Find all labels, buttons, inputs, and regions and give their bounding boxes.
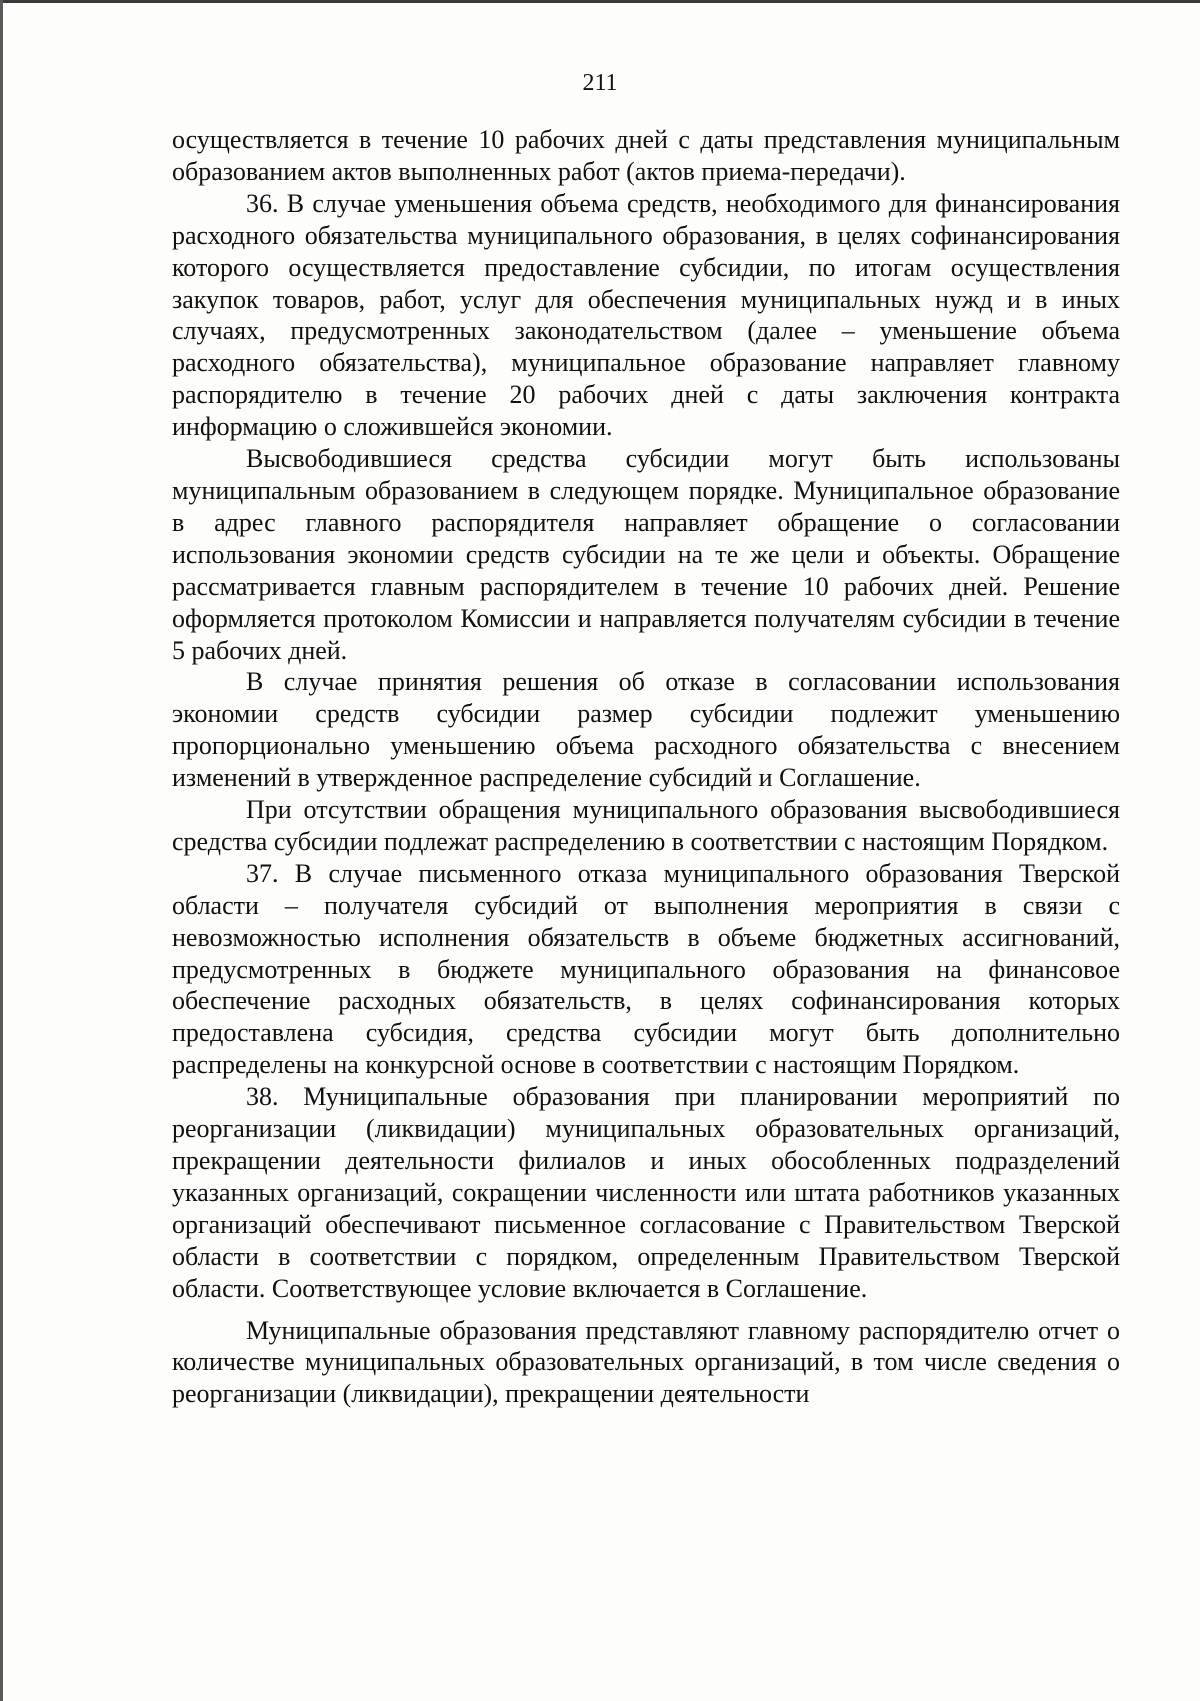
paragraph-continuation: осуществляется в течение 10 рабочих дней с даты представления муниципальным образованием актов выполненных работ (актов приема-передачи). (172, 125, 1120, 186)
paragraph-no-request: При отсутствии обращения муниципального образования высвободившиеся средства субсидии подлежат распределению в соответствии с настоящим Порядком. (172, 795, 1120, 856)
paragraph-released-funds: Высвободившиеся средства субсидии могут быть использованы муниципальным образованием в следующем порядке. Муниципальное образование в адрес главного распорядителя направляет обращение о согласовании использования экономии средств субсидии на те же цели и объекты. Обращение рассматривается главным распорядителем в течение 10 рабочих дней. Решение оформляется протоколом Комиссии и направляется получателям субсидии в течение 5 рабочих дней. (172, 444, 1120, 665)
paragraph-item-38: 38. Муниципальные образования при планировании мероприятий по реорганизации (ликвидации) муниципальных образовательных организаций, прекращении деятельности филиалов и иных обособленных подразделений указанных организаций, сокращении численности или штата работников указанных организаций обеспечивают письменное согласование с Правительством Тверской области в соответствии с порядком, определенным Правительством Тверской области. Соответствующее условие включается в Соглашение. (172, 1082, 1120, 1303)
page-number: 211 (582, 70, 618, 96)
scan-edge-top (0, 0, 1200, 3)
document-body (172, 124, 1120, 1410)
paragraph-item-37: 37. В случае письменного отказа муниципального образования Тверской области – получателя субсидий от выполнения мероприятия в связи с невозможностью исполнения обязательств в объеме бюджетных ассигнований, предусмотренных в бюджете муниципального образования на финансовое обеспечение расходных обязательств, в целях софинансирования которых предоставлена субсидия, средства субсидии могут быть дополнительно распределены на конкурсной основе в соответствии с настоящим Порядком. (172, 858, 1120, 1080)
paragraph-item-36: 36. В случае уменьшения объема средств, необходимого для финансирования расходного обязательства муниципального образования, в целях софинансирования которого осуществляется предоставление субсидии, по итогам осуществления закупок товаров, работ, услуг для обеспечения муниципальных нужд и в иных случаях, предусмотренных законодательством (далее – уменьшение объема расходного обязательства), муниципальное образование направляет главному распорядителю в течение 20 рабочих дней с даты заключения контракта информацию о сложившейся экономии. (172, 188, 1120, 442)
scan-edge-left (0, 0, 3, 1701)
paragraph-refusal-decision: В случае принятия решения об отказе в согласовании использования экономии средств субсидии размер субсидии подлежит уменьшению пропорционально уменьшению объема расходного обязательства с внесением изменений в утвержденное распределение субсидий и Соглашение. (172, 667, 1120, 793)
paragraph-report: Муниципальные образования представляют главному распорядителю отчет о количестве муниципальных образовательных организаций, в том числе сведения о реорганизации (ликвидации), прекращении деятельности (172, 1315, 1120, 1409)
